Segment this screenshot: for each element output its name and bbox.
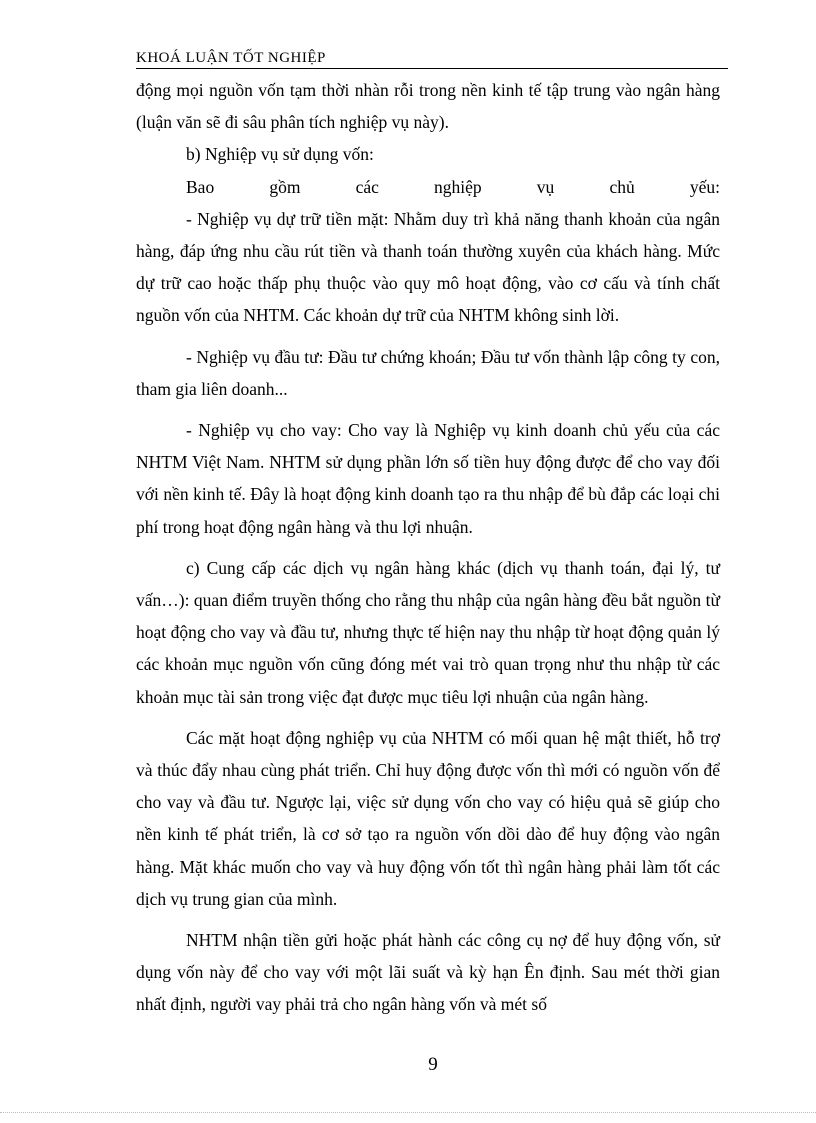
paragraph-relationship: Các mặt hoạt động nghiệp vụ của NHTM có mối quan hệ mật thiết, hỗ trợ và thúc đẩy nhau cùng phát triển. Chỉ huy động được vốn thì mới có nguồn vốn để cho vay và đầu tư. Ngược lại, việc sử dụng vốn cho vay có hiệu quả sẽ giúp cho nền kinh tế phát triển, là cơ sở tạo ra nguồn vốn dồi dào để huy động vào ngân hàng. Mặt khác muốn cho vay và huy động vốn tốt thì ngân hàng phải làm tốt các dịch vụ trung gian của mình. [136,727,720,909]
paragraph-intro-line: Bao gồm các nghiệp vụ chủ yếu: [186,176,720,197]
paragraph-heading-b: b) Nghiệp vụ sử dụng vốn: [186,144,374,165]
document-body [136,74,720,1021]
footer-divider [0,1112,816,1113]
paragraph-other-services: c) Cung cấp các dịch vụ ngân hàng khác (dịch vụ thanh toán, đại lý, tư vấn…): quan điểm truyền thống cho rằng thu nhập của ngân hàng đều bắt nguồn từ hoạt động cho vay và đầu tư, nhưng thực tế hiện nay thu nhập từ hoạt động quản lý các khoản mục nguồn vốn cũng đóng mét vai trò quan trọng như thu nhập từ các khoản mục tài sản trong việc đạt được mục tiêu lợi nhuận của ngân hàng. [136,557,720,707]
paragraph-cash-reserve: - Nghiệp vụ dự trữ tiền mặt: Nhằm duy trì khả năng thanh khoản của ngân hàng, đáp ứng nhu cầu rút tiền và thanh toán thường xuyên của khách hàng. Mức dự trữ cao hoặc thấp phụ thuộc vào quy mô hoạt động, vào cơ cấu và tính chất nguồn vốn của NHTM. Các khoản dự trữ của NHTM không sinh lời. [136,208,720,326]
paragraph-investment: - Nghiệp vụ đầu tư: Đầu tư chứng khoán; Đầu tư vốn thành lập công ty con, tham gia liên doanh... [136,346,720,399]
paragraph-nhtm-deposits: NHTM nhận tiền gửi hoặc phát hành các công cụ nợ để huy động vốn, sử dụng vốn này để cho vay với một lãi suất và kỳ hạn Ên định. Sau mét thời gian nhất định, người vay phải trả cho ngân hàng vốn và mét số [136,930,720,1015]
paragraph-intro [136,171,720,203]
header-title: KHOÁ LUẬN TỐT NGHIỆP [136,50,326,66]
running-header [136,48,728,69]
page-number: 9 [428,1054,438,1075]
paragraph-lending: - Nghiệp vụ cho vay: Cho vay là Nghiệp vụ kinh doanh chủ yếu của các NHTM Việt Nam. NHTM sử dụng phần lớn số tiền huy động được để cho vay đối với nền kinh tế. Đây là hoạt động kinh doanh tạo ra thu nhập để bù đắp các loại chi phí trong hoạt động ngân hàng và thu lợi nhuận. [136,420,720,537]
paragraph-continuation: động mọi nguồn vốn tạm thời nhàn rỗi trong nền kinh tế tập trung vào ngân hàng (luận văn sẽ đi sâu phân tích nghiệp vụ này). [136,80,720,133]
